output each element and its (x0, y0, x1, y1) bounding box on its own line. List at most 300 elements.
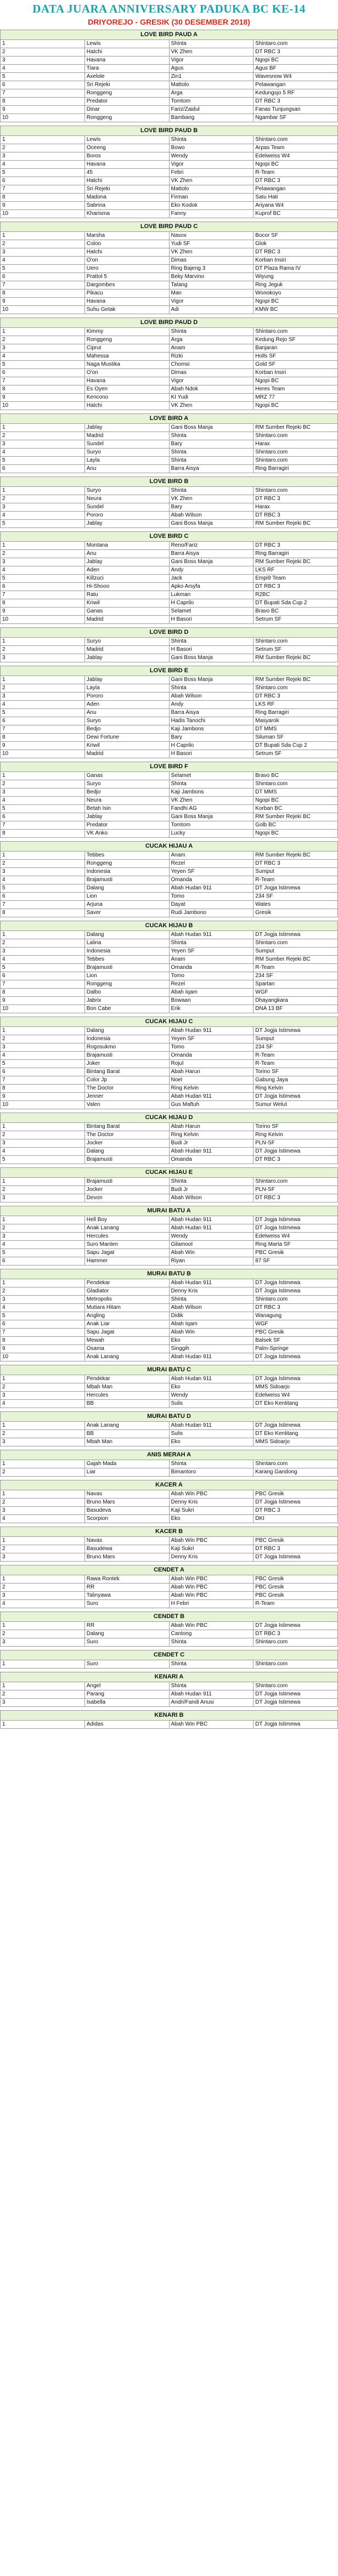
table-row (1, 1622, 338, 1630)
table-row (1, 654, 338, 662)
owner-cell: Bambang (169, 114, 254, 122)
team-cell: Karang Gandong (254, 1468, 338, 1477)
bird-name-cell: Coloo (84, 240, 169, 248)
rank-cell: 5 (1, 884, 85, 893)
bird-name-cell: Liar (84, 1468, 169, 1477)
rank-cell: 7 (1, 1329, 85, 1337)
bird-name-cell: Hercules (84, 1233, 169, 1241)
team-cell: Shintaro.com (254, 457, 338, 465)
team-cell: Gabung Jaya (254, 1076, 338, 1085)
table-row (1, 1438, 338, 1446)
team-cell: Setrum SF (254, 616, 338, 624)
table-row (1, 361, 338, 369)
table-row (1, 852, 338, 860)
team-cell: Wanagung (254, 1312, 338, 1320)
rank-cell: 4 (1, 1241, 85, 1249)
table-row (1, 81, 338, 89)
table-row (1, 1490, 338, 1499)
owner-cell: Barra Aisya (169, 709, 254, 717)
table-row (1, 353, 338, 361)
class-header-row (1, 30, 338, 40)
bird-name-cell: Pikacu (84, 290, 169, 298)
team-cell: Balsek SF (254, 1337, 338, 1345)
bird-name-cell: Ronggeng (84, 980, 169, 989)
rank-cell: 5 (1, 1156, 85, 1164)
owner-cell: Tomtom (169, 98, 254, 106)
owner-cell: Cantong (169, 1630, 254, 1638)
table-row (1, 1575, 338, 1584)
rank-cell: 1 (1, 931, 85, 939)
rank-cell: 7 (1, 901, 85, 909)
bird-name-cell: Mewah (84, 1337, 169, 1345)
bird-name-cell: Sapu Jagat (84, 1329, 169, 1337)
bird-name-cell: Anak Lanang (84, 1224, 169, 1233)
team-cell: Glok (254, 240, 338, 248)
table-row (1, 734, 338, 742)
team-cell: Bravo BC (254, 772, 338, 780)
owner-cell: Shinta (169, 1296, 254, 1304)
team-cell: Ariyana W4 (254, 202, 338, 210)
team-cell: Edelweiss W4 (254, 152, 338, 161)
owner-cell: Budi Jr (169, 1139, 254, 1148)
owner-cell: Barra Aisya (169, 465, 254, 473)
owner-cell: Abah Wilson (169, 693, 254, 701)
team-cell: Ring Jeguk (254, 281, 338, 290)
team-cell: R-Team (254, 964, 338, 972)
rank-cell: 2 (1, 939, 85, 947)
owner-cell: Abah Hudan 911 (169, 1224, 254, 1233)
table-row (1, 608, 338, 616)
team-cell: DT RBC 3 (254, 495, 338, 503)
team-cell: DT RBC 3 (254, 1545, 338, 1553)
team-cell: Shintaro.com (254, 1682, 338, 1690)
class-title: KACER A (1, 1480, 338, 1490)
bird-name-cell: Havana (84, 298, 169, 306)
rank-cell: 1 (1, 1721, 85, 1729)
owner-cell: Bimantoro (169, 1468, 254, 1477)
owner-cell: Reno/Fariz (169, 542, 254, 550)
team-cell: RM Sumber Rejeki BC (254, 654, 338, 662)
class-title: LOVE BIRD A (1, 414, 338, 424)
table-row (1, 701, 338, 709)
team-cell: Ring Kelvin (254, 1131, 338, 1139)
owner-cell: Anam (169, 852, 254, 860)
bird-name-cell: Color Jp (84, 1076, 169, 1085)
rank-cell: 5 (1, 1249, 85, 1257)
table-row (1, 1699, 338, 1707)
team-cell: DT Jogja Istimewa (254, 1721, 338, 1729)
rank-cell: 1 (1, 1422, 85, 1430)
owner-cell: VK Zhen (169, 402, 254, 410)
team-cell: 87 SF (254, 1257, 338, 1266)
owner-cell: Abah Hudan 911 (169, 1279, 254, 1287)
table-row (1, 56, 338, 65)
class-title: MURAI BATU B (1, 1269, 338, 1279)
owner-cell: Gani Boss Manja (169, 676, 254, 684)
rank-cell: 2 (1, 550, 85, 558)
team-cell: Harax (254, 503, 338, 512)
owner-cell: Abah Iqam (169, 989, 254, 997)
team-cell: DT Jogja Istimewa (254, 1148, 338, 1156)
rank-cell: 5 (1, 361, 85, 369)
table-row (1, 1430, 338, 1438)
owner-cell: Rezel (169, 860, 254, 868)
team-cell: Torino SF (254, 1068, 338, 1076)
owner-cell: Chomsi (169, 361, 254, 369)
rank-cell: 10 (1, 1005, 85, 1013)
rank-cell: 8 (1, 385, 85, 394)
owner-cell: Abah Hudan 911 (169, 1148, 254, 1156)
owner-cell: Ring Bajeng 3 (169, 265, 254, 273)
table-row (1, 1345, 338, 1353)
bird-name-cell: Dalang (84, 884, 169, 893)
rank-cell: 5 (1, 964, 85, 972)
bird-name-cell: Brajamusti (84, 1156, 169, 1164)
owner-cell: H Caprilo (169, 599, 254, 608)
rank-cell: 1 (1, 424, 85, 432)
rank-cell: 10 (1, 750, 85, 758)
rank-cell: 1 (1, 1375, 85, 1383)
owner-cell: Arga (169, 336, 254, 344)
owner-cell: Eko (169, 1438, 254, 1446)
table-row (1, 369, 338, 377)
team-cell: PLN-SF (254, 1186, 338, 1194)
bird-name-cell: The Doctor (84, 1131, 169, 1139)
bird-name-cell: Jablay (84, 520, 169, 528)
table-row (1, 449, 338, 457)
owner-cell: Tatang (169, 281, 254, 290)
team-cell: DT Bupati Sda Cup 2 (254, 599, 338, 608)
bird-name-cell: Suro (84, 1660, 169, 1669)
table-row (1, 1337, 338, 1345)
owner-cell: H Caprilo (169, 742, 254, 750)
rank-cell: 4 (1, 257, 85, 265)
bird-name-cell: Ronggeng (84, 860, 169, 868)
table-row (1, 152, 338, 161)
team-cell: Sumput (254, 1035, 338, 1043)
owner-cell: Mattolo (169, 185, 254, 194)
owner-cell: Abah Win (169, 1249, 254, 1257)
rank-cell: 1 (1, 1216, 85, 1224)
owner-cell: Andy (169, 701, 254, 709)
table-row (1, 385, 338, 394)
team-cell: R-Team (254, 169, 338, 177)
owner-cell: Gani Boss Manja (169, 654, 254, 662)
team-cell: DT Jogja Istimewa (254, 1622, 338, 1630)
rank-cell: 2 (1, 1468, 85, 1477)
table-row (1, 240, 338, 248)
results-table (0, 531, 338, 624)
rank-cell: 3 (1, 1296, 85, 1304)
bird-name-cell: Madrid (84, 432, 169, 440)
rank-cell: 2 (1, 1035, 85, 1043)
owner-cell: VK Zhen (169, 495, 254, 503)
bird-name-cell: RR (84, 1584, 169, 1592)
table-row (1, 821, 338, 830)
owner-cell: Vigor (169, 161, 254, 169)
owner-cell: Anam (169, 344, 254, 353)
owner-cell: Shinta (169, 487, 254, 495)
bird-name-cell: Anu (84, 465, 169, 473)
bird-name-cell: Hammer (84, 1257, 169, 1266)
table-row (1, 1131, 338, 1139)
class-header-row (1, 1017, 338, 1027)
class-header-row (1, 921, 338, 931)
team-cell: DT RBC 3 (254, 98, 338, 106)
owner-cell: Shinta (169, 40, 254, 48)
bird-name-cell: Sapu Jagat (84, 1249, 169, 1257)
bird-name-cell: Gajah Mada (84, 1460, 169, 1468)
bird-name-cell: Suryo (84, 449, 169, 457)
table-row (1, 1101, 338, 1109)
table-row (1, 947, 338, 956)
team-cell: Shintaro.com (254, 449, 338, 457)
bird-name-cell: Bruno Mars (84, 1499, 169, 1507)
bird-name-cell: Jocker (84, 1139, 169, 1148)
table-row (1, 939, 338, 947)
class-title: MURAI BATU C (1, 1365, 338, 1375)
owner-cell: Gilamool (169, 1241, 254, 1249)
results-table (0, 1450, 338, 1477)
rank-cell: 1 (1, 487, 85, 495)
bird-name-cell: RR (84, 1622, 169, 1630)
owner-cell: Eko (169, 1337, 254, 1345)
bird-name-cell: Navas (84, 1490, 169, 1499)
owner-cell: Barra Aisya (169, 550, 254, 558)
bird-name-cell: Basudewa (84, 1545, 169, 1553)
bird-name-cell: 45 (84, 169, 169, 177)
owner-cell: Dayat (169, 901, 254, 909)
table-row (1, 884, 338, 893)
rank-cell: 2 (1, 860, 85, 868)
bird-name-cell: Hatchi (84, 177, 169, 185)
owner-cell: Shinta (169, 432, 254, 440)
bird-name-cell: Parang (84, 1690, 169, 1699)
bird-name-cell: Hercules (84, 1392, 169, 1400)
results-table (0, 413, 338, 473)
team-cell: DT Jogja Istimewa (254, 1375, 338, 1383)
team-cell: Satu Hati (254, 194, 338, 202)
owner-cell: Kaji Jambons (169, 725, 254, 734)
bird-name-cell: Rogosukmo (84, 1043, 169, 1052)
table-row (1, 1304, 338, 1312)
team-cell: Shintaro.com (254, 1638, 338, 1647)
rank-cell: 2 (1, 495, 85, 503)
table-row (1, 232, 338, 240)
table-row (1, 202, 338, 210)
rank-cell: 3 (1, 1553, 85, 1562)
team-cell: Shintaro.com (254, 40, 338, 48)
rank-cell: 2 (1, 1131, 85, 1139)
team-cell: Fanas Tunjungsari (254, 106, 338, 114)
bird-name-cell: Ronggeng (84, 89, 169, 98)
owner-cell: Yeyen SF (169, 1035, 254, 1043)
team-cell: Shintaro.com (254, 1296, 338, 1304)
bird-name-cell: Neura (84, 495, 169, 503)
rank-cell: 3 (1, 56, 85, 65)
owner-cell: Abah Wilson (169, 1304, 254, 1312)
table-row (1, 1076, 338, 1085)
bird-name-cell: Kriwil (84, 742, 169, 750)
rank-cell: 5 (1, 520, 85, 528)
bird-name-cell: O'on (84, 369, 169, 377)
team-cell: Shintaro.com (254, 328, 338, 336)
table-row (1, 575, 338, 583)
table-row (1, 893, 338, 901)
table-row (1, 169, 338, 177)
class-title: CENDET C (1, 1650, 338, 1660)
team-cell: RM Sumber Rejeki BC (254, 558, 338, 566)
bird-name-cell: Dinar (84, 106, 169, 114)
results-table (0, 1650, 338, 1669)
table-row (1, 1507, 338, 1515)
rank-cell: 4 (1, 956, 85, 964)
class-title: CUCAK HIJAU E (1, 1168, 338, 1178)
owner-cell: Yudi SF (169, 240, 254, 248)
table-row (1, 989, 338, 997)
table-row (1, 876, 338, 884)
table-row (1, 73, 338, 81)
class-title: LOVE BIRD E (1, 666, 338, 676)
rank-cell: 8 (1, 1085, 85, 1093)
rank-cell: 9 (1, 394, 85, 402)
team-cell: RM Sumber Rejeki BC (254, 813, 338, 821)
team-cell: Harax (254, 440, 338, 449)
owner-cell: Beky Marvino (169, 273, 254, 281)
rank-cell: 1 (1, 1279, 85, 1287)
bird-name-cell: Indonesia (84, 947, 169, 956)
team-cell: DT Jogja Istimewa (254, 1287, 338, 1296)
owner-cell: Adi (169, 306, 254, 314)
rank-cell: 2 (1, 1383, 85, 1392)
rank-cell: 10 (1, 210, 85, 218)
table-row (1, 1499, 338, 1507)
team-cell: Heres Team (254, 385, 338, 394)
owner-cell: Abah Hudan 911 (169, 1375, 254, 1383)
owner-cell: Shinta (169, 939, 254, 947)
owner-cell: Vigor (169, 377, 254, 385)
bird-name-cell: Suro Manten (84, 1241, 169, 1249)
team-cell: LKS RF (254, 701, 338, 709)
class-header-row (1, 762, 338, 772)
rank-cell: 3 (1, 1592, 85, 1600)
class-header-row (1, 1365, 338, 1375)
team-cell: DT RBC 3 (254, 248, 338, 257)
owner-cell: Didik (169, 1312, 254, 1320)
team-cell: Kuprof BC (254, 210, 338, 218)
bird-name-cell: Brajamusti (84, 1178, 169, 1186)
bird-name-cell: Lion (84, 972, 169, 980)
table-row (1, 1257, 338, 1266)
results-table (0, 841, 338, 917)
team-cell: PBC Gresik (254, 1490, 338, 1499)
team-cell: WGF (254, 989, 338, 997)
table-row (1, 465, 338, 473)
bird-name-cell: Angel (84, 1682, 169, 1690)
bird-name-cell: Jocker (84, 1186, 169, 1194)
rank-cell: 3 (1, 654, 85, 662)
owner-cell: Denny Kris (169, 1553, 254, 1562)
rank-cell: 7 (1, 980, 85, 989)
bird-name-cell: Suryo (84, 717, 169, 725)
rank-cell: 2 (1, 1630, 85, 1638)
table-row (1, 1383, 338, 1392)
table-row (1, 1060, 338, 1068)
rank-cell: 5 (1, 73, 85, 81)
team-cell: DT RBC 3 (254, 1630, 338, 1638)
table-row (1, 248, 338, 257)
table-row (1, 676, 338, 684)
bird-name-cell: Pendekar (84, 1375, 169, 1383)
team-cell: Spartan (254, 980, 338, 989)
team-cell: DT Jogja Istimewa (254, 1553, 338, 1562)
team-cell: Kedung Rejo SF (254, 336, 338, 344)
bird-name-cell: The Doctor (84, 1085, 169, 1093)
team-cell: Ring Barragiri (254, 709, 338, 717)
results-table (0, 1672, 338, 1707)
table-row (1, 638, 338, 646)
rank-cell: 1 (1, 1178, 85, 1186)
table-row (1, 591, 338, 599)
owner-cell: KI Yudi (169, 394, 254, 402)
class-title: MURAI BATU A (1, 1206, 338, 1216)
owner-cell: Firman (169, 194, 254, 202)
rank-cell: 9 (1, 202, 85, 210)
rank-cell: 9 (1, 106, 85, 114)
owner-cell: Wendy (169, 1233, 254, 1241)
owner-cell: Abah Win PBC (169, 1721, 254, 1729)
table-row (1, 298, 338, 306)
owner-cell: Nasox (169, 232, 254, 240)
team-cell: DT Jogja Istimewa (254, 931, 338, 939)
rank-cell: 2 (1, 684, 85, 693)
bird-name-cell: Indonesia (84, 1035, 169, 1043)
bird-name-cell: Montana (84, 542, 169, 550)
bird-name-cell: Kharisma (84, 210, 169, 218)
rank-cell: 4 (1, 65, 85, 73)
team-cell: Golb BC (254, 821, 338, 830)
table-row (1, 336, 338, 344)
team-cell: R-Team (254, 1600, 338, 1608)
table-row (1, 1296, 338, 1304)
team-cell: Kedungsjo 5 RF (254, 89, 338, 98)
class-title: LOVE BIRD F (1, 762, 338, 772)
table-row (1, 780, 338, 788)
class-title: CUCAK HIJAU D (1, 1113, 338, 1123)
bird-name-cell: Naga Mustika (84, 361, 169, 369)
bird-name-cell: Aden (84, 566, 169, 575)
table-row (1, 512, 338, 520)
owner-cell: Kaji Sukri (169, 1507, 254, 1515)
table-row (1, 566, 338, 575)
results-table (0, 1710, 338, 1729)
owner-cell: Gani Boss Manja (169, 558, 254, 566)
rank-cell: 3 (1, 1699, 85, 1707)
team-cell: DT Jogja Istimewa (254, 1690, 338, 1699)
bird-name-cell: Lion (84, 893, 169, 901)
bird-name-cell: BB (84, 1400, 169, 1408)
owner-cell: Vigor (169, 56, 254, 65)
bird-name-cell: Bruno Mars (84, 1553, 169, 1562)
results-table (0, 1527, 338, 1562)
bird-name-cell: Mbah Man (84, 1383, 169, 1392)
bird-name-cell: Suryo (84, 638, 169, 646)
owner-cell: Vigor (169, 298, 254, 306)
class-title: LOVE BIRD PAUD C (1, 222, 338, 232)
rank-cell: 2 (1, 48, 85, 56)
table-row (1, 980, 338, 989)
rank-cell: 2 (1, 1690, 85, 1699)
